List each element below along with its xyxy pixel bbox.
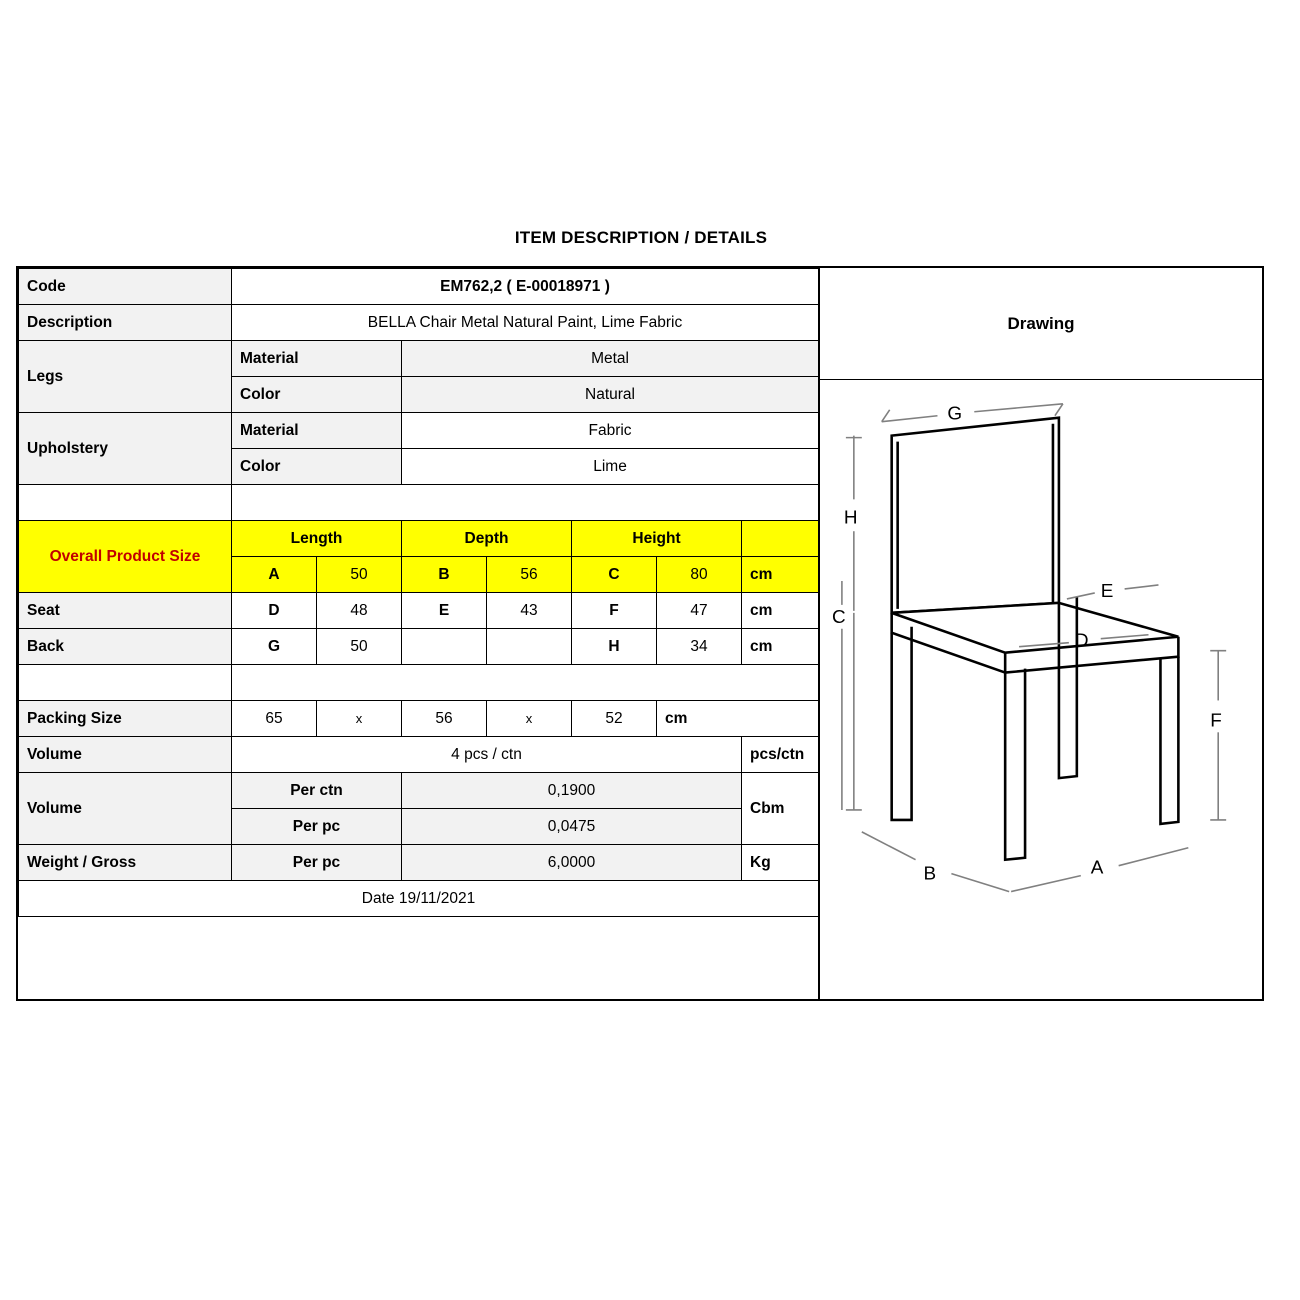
packing-x-2: x (487, 701, 572, 737)
seat-f-key: F (572, 593, 657, 629)
packing-x-1: x (317, 701, 402, 737)
back-mid-value (487, 629, 572, 665)
packing-size-label: Packing Size (19, 701, 232, 737)
seat-label: Seat (19, 593, 232, 629)
table-row-size-headers (19, 521, 819, 557)
unit-header-blank (742, 521, 819, 557)
overall-b-key: B (402, 557, 487, 593)
overall-c-key: C (572, 557, 657, 593)
code-label: Code (19, 269, 232, 305)
upholstery-label: Upholstery (19, 413, 232, 485)
back-unit: cm (742, 629, 819, 665)
description-value: BELLA Chair Metal Natural Paint, Lime Fabric (232, 305, 819, 341)
table-row-date (19, 881, 819, 917)
volume-label-2: Volume (19, 773, 232, 845)
spec-frame (16, 266, 1264, 1001)
dim-label-g: G (947, 403, 963, 425)
weight-value: 6,0000 (402, 845, 742, 881)
length-header: Length (232, 521, 402, 557)
volume-label-1: Volume (19, 737, 232, 773)
table-row-packing (19, 701, 819, 737)
per-pc-value: 0,0475 (402, 809, 742, 845)
details-table-area (18, 268, 820, 999)
dim-label-c: C (831, 606, 846, 628)
table-row-weight (19, 845, 819, 881)
legs-color-label: Color (232, 377, 402, 413)
seat-e-value: 43 (487, 593, 572, 629)
packing-width: 56 (402, 701, 487, 737)
table-row-seat (19, 593, 819, 629)
table-row-description (19, 305, 819, 341)
upholstery-color-label: Color (232, 449, 402, 485)
spacer-cell (232, 485, 819, 521)
seat-e-key: E (402, 593, 487, 629)
seat-unit: cm (742, 593, 819, 629)
dim-label-e: E (1100, 580, 1114, 602)
per-ctn-value: 0,1900 (402, 773, 742, 809)
packing-unit: cm (657, 701, 819, 737)
packing-height: 52 (572, 701, 657, 737)
dim-label-f: F (1210, 710, 1222, 732)
overall-c-value: 80 (657, 557, 742, 593)
drawing-title: Drawing (820, 268, 1262, 380)
page-title: ITEM DESCRIPTION / DETAILS (514, 228, 768, 247)
dim-label-a: A (1090, 857, 1104, 879)
back-mid-key (402, 629, 487, 665)
code-value: EM762,2 ( E-00018971 ) (232, 269, 819, 305)
volume-unit: Cbm (742, 773, 819, 845)
back-g-value: 50 (317, 629, 402, 665)
upholstery-color-value: Lime (402, 449, 819, 485)
table-row-upholstery-material (19, 413, 819, 449)
legs-material-value: Metal (402, 341, 819, 377)
weight-per-pc-label: Per pc (232, 845, 402, 881)
drawing-panel (820, 268, 1262, 999)
spacer-cell (19, 485, 232, 521)
overall-unit: cm (742, 557, 819, 593)
spacer-cell (232, 665, 819, 701)
table-row-code (19, 269, 819, 305)
back-g-key: G (232, 629, 317, 665)
back-label: Back (19, 629, 232, 665)
legs-material-label: Material (232, 341, 402, 377)
upholstery-material-label: Material (232, 413, 402, 449)
seat-d-key: D (232, 593, 317, 629)
overall-size-label: Overall Product Size (19, 521, 232, 593)
depth-header: Depth (402, 521, 572, 557)
overall-b-value: 56 (487, 557, 572, 593)
back-h-key: H (572, 629, 657, 665)
overall-a-key: A (232, 557, 317, 593)
spacer-cell (19, 665, 232, 701)
weight-label: Weight / Gross (19, 845, 232, 881)
dim-label-d: D (1074, 630, 1089, 652)
seat-f-value: 47 (657, 593, 742, 629)
chair-drawing (820, 380, 1262, 999)
table-row-volume-pcs (19, 737, 819, 773)
description-label: Description (19, 305, 232, 341)
volume-pcs-value: 4 pcs / ctn (232, 737, 742, 773)
table-spacer-2 (19, 665, 819, 701)
height-header: Height (572, 521, 742, 557)
upholstery-material-value: Fabric (402, 413, 819, 449)
per-ctn-label: Per ctn (232, 773, 402, 809)
table-spacer-1 (19, 485, 819, 521)
per-pc-label: Per pc (232, 809, 402, 845)
seat-d-value: 48 (317, 593, 402, 629)
back-h-value: 34 (657, 629, 742, 665)
details-table (18, 268, 819, 917)
table-row-back (19, 629, 819, 665)
table-row-legs-material (19, 341, 819, 377)
table-row-volume-per-ctn (19, 773, 819, 809)
volume-pcs-unit: pcs/ctn (742, 737, 819, 773)
chair-diagram-icon (820, 380, 1262, 999)
dim-label-h: H (843, 507, 858, 529)
legs-color-value: Natural (402, 377, 819, 413)
overall-a-value: 50 (317, 557, 402, 593)
packing-length: 65 (232, 701, 317, 737)
weight-unit: Kg (742, 845, 819, 881)
dim-label-b: B (923, 863, 937, 885)
legs-label: Legs (19, 341, 232, 413)
date-value: Date 19/11/2021 (19, 881, 819, 917)
